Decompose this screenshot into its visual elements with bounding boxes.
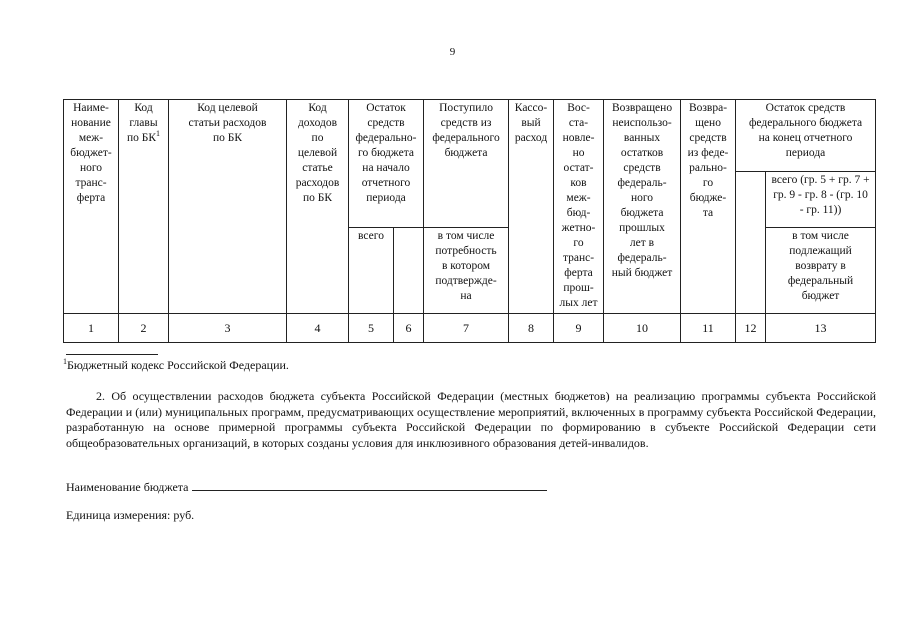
header-start-balance: Остаток средств федерально- го бюджета на начало отчетного периода xyxy=(349,100,424,228)
column-number: 5 xyxy=(349,314,394,343)
column-number: 11 xyxy=(681,314,736,343)
header-chapter-code-label: Код главы по БК xyxy=(126,102,158,144)
budget-name-label: Наименование бюджета xyxy=(66,480,189,494)
footnote-divider xyxy=(66,354,158,355)
column-number: 2 xyxy=(119,314,169,343)
column-number: 10 xyxy=(604,314,681,343)
header-end-balance-return: в том числе подлежащий возврату в федеральный бюджет xyxy=(766,228,876,314)
header-returned-federal: Возвра- щено средств из феде- рально- го бюдже- та xyxy=(681,100,736,314)
header-target-code: Код целевой статьи расходов по БК xyxy=(169,100,287,314)
column-number: 1 xyxy=(64,314,119,343)
header-restored: Вос- ста- новле- но остат- ков меж- бюд- жетно- го транс- ферта прош- лых лет xyxy=(554,100,604,314)
budget-name-field xyxy=(66,478,547,495)
header-received-confirmed: в том числе потребность в котором подтвержде- на xyxy=(424,228,509,314)
column-number: 8 xyxy=(509,314,554,343)
section-paragraph: 2. Об осуществлении расходов бюджета субъекта Российской Федерации (местных бюджетов) на реализацию программы субъекта Российской Федерации и (или) муниципальных программ, предусматривающих осуществление мероприятий, включенных в программу субъекта Российской Федерации, разработанную на основе примерной программы субъекта Российской Федерации по формированию в субъекте Российской Федерации сети общеобразовательных организаций, в которых созданы условия для инклюзивного образования детей-инвалидов. xyxy=(66,389,876,450)
column-number: 3 xyxy=(169,314,287,343)
header-received: Поступило средств из федерального бюджета xyxy=(424,100,509,228)
footnote-text: Бюджетный кодекс Российской Федерации. xyxy=(67,358,289,372)
header-cash-expense: Кассо- вый расход xyxy=(509,100,554,314)
column-number: 9 xyxy=(554,314,604,343)
header-end-balance: Остаток средств федерального бюджета на конец отчетного периода xyxy=(736,100,876,172)
column-number: 6 xyxy=(394,314,424,343)
header-start-balance-col6 xyxy=(394,228,424,314)
footnote xyxy=(63,357,289,373)
header-end-balance-total: всего (гр. 5 + гр. 7 + гр. 9 - гр. 8 - (гр. 10 - гр. 11)) xyxy=(766,172,876,228)
column-number: 4 xyxy=(287,314,349,343)
footnote-marker: 1 xyxy=(63,357,67,366)
header-returned-unused: Возвращено неиспользо- ванных остатков средств федераль- ного бюджета прошлых лет в федераль- ный бюджет xyxy=(604,100,681,314)
footnote-ref: 1 xyxy=(156,129,161,138)
column-number: 13 xyxy=(766,314,876,343)
report-table xyxy=(63,99,876,343)
header-income-code: Код доходов по целевой статье расходов по БК xyxy=(287,100,349,314)
header-transfer-name: Наиме- нование меж- бюджет- ного транс- ферта xyxy=(64,100,119,314)
header-chapter-code xyxy=(119,100,169,314)
page-number: 9 xyxy=(449,46,456,58)
column-number: 12 xyxy=(736,314,766,343)
column-number: 7 xyxy=(424,314,509,343)
header-col12-blank xyxy=(736,172,766,314)
budget-name-blank xyxy=(192,478,547,491)
header-start-balance-total: всего xyxy=(349,228,394,314)
unit-of-measure: Единица измерения: руб. xyxy=(66,508,195,522)
